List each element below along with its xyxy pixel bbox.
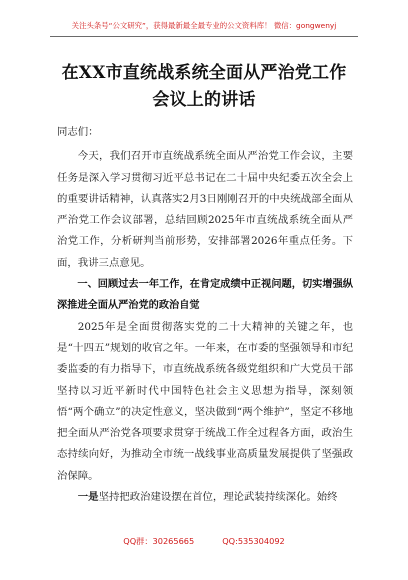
- section1-paragraph-1: 2025年是全面贯彻落实党的二十大精神的关键之年，也是“十四五”规划的收官之年。一年来，在市委的坚强领导和市纪委监委的有力指导下，市直统战系统各级党组织和广大党员干部坚持以习近平新时代中国特色社会主义思想为指导，深刻领悟“两个确立”的决定性意义，坚决做到“两个维护”，坚定不移地把全面从严治党各项要求贯穿于统战工作全过程各方面，政治生态持续向好，为推动全市统一战线事业高质量发展提供了坚强政治保障。: [57, 320, 353, 482]
- footer-qq: QQ:535304092: [222, 536, 285, 546]
- intro-paragraph: 今天，我们召开市直统战系统全面从严治党工作会议，主要任务是深入学习贯彻习近平总书记在二十届中央纪委五次全会上的重要讲话精神，认真落实2月3日刚刚召开的中央统战部全面从严治党工作会议部署，总结回顾2025年市直统战系统全面从严治党工作，分析研判当前形势，安排部署2026年重点任务。下面，我讲三点意见。: [57, 150, 353, 269]
- document-body: [57, 122, 353, 508]
- paragraph-text: 坚持把政治建设摆在首位，理论武装持续深化。始终: [98, 491, 338, 504]
- header-banner: 关注头条号“公文研究”，获得最新最全最专业的公文资料库！ 微信：gongwenyj: [71, 21, 337, 30]
- section-heading-1: 一、回顾过去一年工作，在肯定成绩中正视问题，切实增强纵深推进全面从严治党的政治自觉: [57, 279, 353, 312]
- paragraph-lead: 一是: [77, 491, 99, 504]
- footer-qq-group: QQ群：30265665: [123, 536, 195, 546]
- footer-contact: [0, 536, 408, 547]
- header-divider: [50, 36, 358, 37]
- salutation: 同志们：: [57, 126, 99, 138]
- document-title: 在XX市直统战系统全面从严治党工作会议上的讲话: [61, 63, 347, 110]
- section1-paragraph-2: [57, 487, 353, 508]
